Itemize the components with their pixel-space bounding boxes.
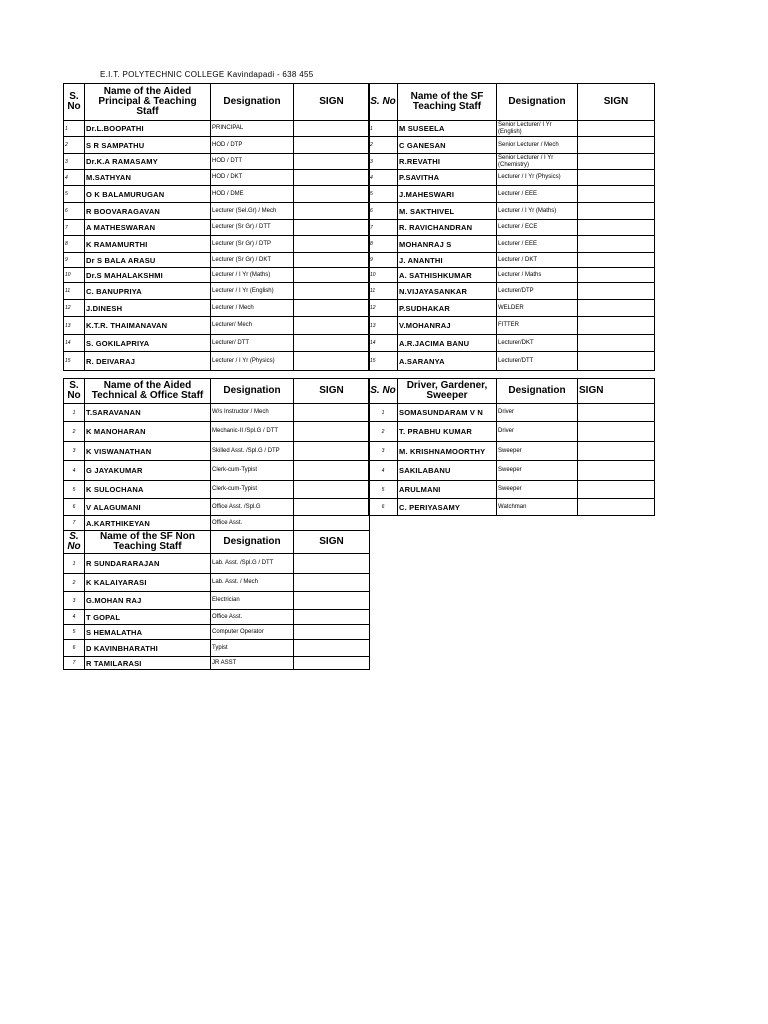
table-row — [64, 253, 370, 268]
row-number: 9 — [369, 253, 398, 268]
sign-cell[interactable] — [578, 422, 655, 442]
staff-designation: Office Asst. /Spl.G — [211, 499, 294, 516]
staff-name: P.SAVITHA — [398, 170, 497, 186]
sign-cell[interactable] — [578, 121, 655, 137]
staff-designation: Driver — [497, 404, 578, 422]
sign-cell[interactable] — [294, 283, 370, 300]
table-row — [64, 203, 370, 220]
row-number: 5 — [369, 186, 398, 203]
header-designation: Designation — [211, 531, 294, 554]
row-number: 2 — [64, 422, 85, 442]
table-row — [64, 154, 370, 170]
staff-name: D KAVINBHARATHI — [85, 640, 211, 657]
sf-non-teaching-table — [63, 530, 370, 670]
table-row — [64, 121, 370, 137]
staff-designation: Typist — [211, 640, 294, 657]
sign-cell[interactable] — [294, 461, 370, 481]
staff-name: J.MAHESWARI — [398, 186, 497, 203]
table-row — [369, 404, 655, 422]
row-number: 4 — [64, 170, 85, 186]
staff-name: K.T.R. THAIMANAVAN — [85, 317, 211, 335]
row-number: 8 — [369, 236, 398, 253]
sign-cell[interactable] — [578, 170, 655, 186]
header-designation: Designation — [497, 379, 578, 404]
sign-cell[interactable] — [294, 404, 370, 422]
staff-designation: Senior Lecturer / I Yr (Chemistry) — [497, 154, 578, 170]
table-row — [64, 283, 370, 300]
sign-cell[interactable] — [294, 592, 370, 610]
table-row — [369, 283, 655, 300]
table-row — [369, 220, 655, 236]
sign-cell[interactable] — [578, 499, 655, 516]
table-row — [369, 300, 655, 317]
sign-cell[interactable] — [294, 203, 370, 220]
staff-name: A. SATHISHKUMAR — [398, 268, 497, 283]
staff-name: V ALAGUMANI — [85, 499, 211, 516]
staff-name: N.VIJAYASANKAR — [398, 283, 497, 300]
sign-cell[interactable] — [294, 268, 370, 283]
sign-cell[interactable] — [294, 499, 370, 516]
table-row — [369, 335, 655, 352]
staff-name: R. DEIVARAJ — [85, 352, 211, 371]
staff-designation: HOD / DTP — [211, 137, 294, 154]
staff-designation: JR ASST — [211, 657, 294, 670]
row-number: 14 — [64, 335, 85, 352]
row-number: 4 — [64, 610, 85, 625]
staff-name: R BOOVARAGAVAN — [85, 203, 211, 220]
staff-designation: Skilled Asst. /Spl.G / DTP — [211, 442, 294, 461]
row-number: 6 — [369, 203, 398, 220]
header-sign: SIGN — [578, 84, 655, 121]
sign-cell[interactable] — [294, 137, 370, 154]
table-row — [369, 481, 655, 499]
row-number: 5 — [64, 625, 85, 640]
staff-name: M. SAKTHIVEL — [398, 203, 497, 220]
header-name: Name of the Aided Principal & Teaching Staff — [85, 84, 211, 121]
row-number: 5 — [64, 186, 85, 203]
sign-cell[interactable] — [578, 404, 655, 422]
staff-name: R.REVATHI — [398, 154, 497, 170]
row-number: 15 — [369, 352, 398, 371]
header-sno: S. No — [369, 84, 398, 121]
table-row — [64, 404, 370, 422]
staff-designation: FITTER — [497, 317, 578, 335]
sign-cell[interactable] — [578, 154, 655, 170]
header-designation: Designation — [497, 84, 578, 121]
staff-name: T.SARAVANAN — [85, 404, 211, 422]
staff-name: K MANOHARAN — [85, 422, 211, 442]
header-sno: S. No — [64, 531, 85, 554]
table-row — [64, 554, 370, 574]
row-number: 11 — [64, 283, 85, 300]
header-sign: SIGN — [294, 531, 370, 554]
sign-cell[interactable] — [578, 317, 655, 335]
staff-designation: Lecturer/ Mech — [211, 317, 294, 335]
sign-cell[interactable] — [294, 574, 370, 592]
table-row — [369, 170, 655, 186]
header-sign: SIGN — [294, 379, 370, 404]
staff-designation: Sweeper — [497, 461, 578, 481]
staff-name: V.MOHANRAJ — [398, 317, 497, 335]
header-designation: Designation — [211, 379, 294, 404]
header-designation: Designation — [211, 84, 294, 121]
sign-cell[interactable] — [578, 300, 655, 317]
sign-cell[interactable] — [578, 481, 655, 499]
row-number: 1 — [369, 404, 398, 422]
row-number: 6 — [64, 640, 85, 657]
staff-name: K VISWANATHAN — [85, 442, 211, 461]
header-sign: SIGN — [578, 379, 655, 404]
sign-cell[interactable] — [294, 317, 370, 335]
header-sno: S. No — [64, 379, 85, 404]
sign-cell[interactable] — [578, 335, 655, 352]
staff-designation: Lecturer / I Yr (Maths) — [211, 268, 294, 283]
staff-designation: Lecturer (Sel.Gr) / Mech — [211, 203, 294, 220]
staff-name: P.SUDHAKAR — [398, 300, 497, 317]
sign-cell[interactable] — [578, 236, 655, 253]
row-number: 7 — [64, 516, 85, 531]
staff-designation: HOD / DKT — [211, 170, 294, 186]
row-number: 2 — [64, 574, 85, 592]
table-row — [64, 442, 370, 461]
header-name: Name of the SF Teaching Staff — [398, 84, 497, 121]
staff-name: A.KARTHIKEYAN — [85, 516, 211, 531]
staff-name: R TAMILARASI — [85, 657, 211, 670]
sign-cell[interactable] — [294, 657, 370, 670]
header-name: Name of the SF Non Teaching Staff — [85, 531, 211, 554]
row-number: 2 — [64, 137, 85, 154]
staff-name: C GANESAN — [398, 137, 497, 154]
table-row — [64, 461, 370, 481]
staff-designation: PRINCIPAL — [211, 121, 294, 137]
row-number: 2 — [369, 137, 398, 154]
staff-name: G.MOHAN RAJ — [85, 592, 211, 610]
staff-name: S. GOKILAPRIYA — [85, 335, 211, 352]
staff-name: S HEMALATHA — [85, 625, 211, 640]
sign-cell[interactable] — [294, 300, 370, 317]
row-number: 5 — [369, 481, 398, 499]
row-number: 3 — [64, 592, 85, 610]
row-number: 10 — [64, 268, 85, 283]
staff-designation: W/s Instructor / Mech — [211, 404, 294, 422]
staff-name: A.SARANYA — [398, 352, 497, 371]
staff-name: K KALAIYARASI — [85, 574, 211, 592]
sign-cell[interactable] — [578, 186, 655, 203]
table-row — [369, 186, 655, 203]
staff-designation: Lecturer (Sr Gr) / DTP — [211, 236, 294, 253]
row-number: 6 — [64, 203, 85, 220]
table-row — [369, 352, 655, 371]
table-header-row — [64, 84, 370, 121]
staff-designation: Lab. Asst. /Spl.G / DTT — [211, 554, 294, 574]
staff-designation: Lecturer/DKT — [497, 335, 578, 352]
row-number: 5 — [64, 481, 85, 499]
table-header-row — [64, 531, 370, 554]
sign-cell[interactable] — [294, 610, 370, 625]
sign-cell[interactable] — [294, 442, 370, 461]
table-row — [369, 121, 655, 137]
table-row — [64, 300, 370, 317]
header-name: Name of the Aided Technical & Office Staff — [85, 379, 211, 404]
table-row — [369, 442, 655, 461]
row-number: 1 — [64, 121, 85, 137]
staff-designation: Office Asst. — [211, 516, 294, 531]
staff-designation: WELDER — [497, 300, 578, 317]
staff-name: M.SATHYAN — [85, 170, 211, 186]
staff-designation: Lecturer / I Yr (Physics) — [211, 352, 294, 371]
staff-name: MOHANRAJ S — [398, 236, 497, 253]
row-number: 3 — [369, 442, 398, 461]
table-header-row — [369, 84, 655, 121]
staff-designation: Lecturer (Sr Gr) / DTT — [211, 220, 294, 236]
staff-name: A MATHESWARAN — [85, 220, 211, 236]
staff-designation: Lecturer (Sr Gr) / DKT — [211, 253, 294, 268]
table-row — [64, 592, 370, 610]
staff-name: M. KRISHNAMOORTHY — [398, 442, 497, 461]
row-number: 2 — [369, 422, 398, 442]
sign-cell[interactable] — [294, 121, 370, 137]
row-number: 3 — [369, 154, 398, 170]
staff-name: C. PERIYASAMY — [398, 499, 497, 516]
row-number: 14 — [369, 335, 398, 352]
header-name: Driver, Gardener, Sweeper — [398, 379, 497, 404]
table-row — [64, 170, 370, 186]
table-row — [369, 154, 655, 170]
header-sno: S. No — [64, 84, 85, 121]
sf-teaching-table — [368, 83, 655, 371]
table-row — [369, 268, 655, 283]
sign-cell[interactable] — [578, 442, 655, 461]
staff-name: SOMASUNDARAM V N — [398, 404, 497, 422]
sign-cell[interactable] — [294, 253, 370, 268]
staff-designation: Computer Operator — [211, 625, 294, 640]
staff-designation: Lecturer / I Yr (English) — [211, 283, 294, 300]
staff-name: Dr S BALA ARASU — [85, 253, 211, 268]
table-row — [64, 317, 370, 335]
sign-cell[interactable] — [294, 352, 370, 371]
staff-name: K SULOCHANA — [85, 481, 211, 499]
table-row — [64, 220, 370, 236]
staff-name: Dr.K.A RAMASAMY — [85, 154, 211, 170]
staff-designation: Lecturer / EEE — [497, 236, 578, 253]
sign-cell[interactable] — [294, 335, 370, 352]
table-row — [64, 186, 370, 203]
staff-name: ARULMANI — [398, 481, 497, 499]
row-number: 8 — [64, 236, 85, 253]
table-row — [64, 137, 370, 154]
staff-name: M SUSEELA — [398, 121, 497, 137]
table-row — [64, 481, 370, 499]
sign-cell[interactable] — [294, 236, 370, 253]
table-row — [64, 516, 370, 531]
sign-cell[interactable] — [578, 203, 655, 220]
sign-cell[interactable] — [578, 220, 655, 236]
staff-designation: HOD / DME — [211, 186, 294, 203]
staff-designation: Lecturer / ECE — [497, 220, 578, 236]
row-number: 4 — [369, 170, 398, 186]
staff-designation: Lecturer/DTP — [497, 283, 578, 300]
staff-designation: Lecturer / I Yr (Maths) — [497, 203, 578, 220]
staff-designation: Lecturer / Mech — [211, 300, 294, 317]
staff-designation: Senior Lecturer / Mech — [497, 137, 578, 154]
row-number: 6 — [369, 499, 398, 516]
staff-designation: Lecturer/DTT — [497, 352, 578, 371]
sign-cell[interactable] — [294, 154, 370, 170]
document-title: E.I.T. POLYTECHNIC COLLEGE Kavindapadi - 638 455 — [100, 70, 314, 79]
staff-designation: Sweeper — [497, 442, 578, 461]
row-number: 7 — [64, 657, 85, 670]
sign-cell[interactable] — [578, 137, 655, 154]
staff-designation: Lab. Asst. / Mech — [211, 574, 294, 592]
staff-name: T. PRABHU KUMAR — [398, 422, 497, 442]
table-row — [369, 203, 655, 220]
staff-name: Dr.L.BOOPATHI — [85, 121, 211, 137]
table-row — [369, 422, 655, 442]
sign-cell[interactable] — [578, 352, 655, 371]
row-number: 4 — [64, 461, 85, 481]
staff-designation: Lecturer / EEE — [497, 186, 578, 203]
staff-name: SAKILABANU — [398, 461, 497, 481]
table-row — [369, 499, 655, 516]
table-row — [369, 317, 655, 335]
sign-cell[interactable] — [294, 516, 370, 531]
table-row — [64, 352, 370, 371]
row-number: 9 — [64, 253, 85, 268]
table-row — [64, 574, 370, 592]
staff-designation: HOD / DTT — [211, 154, 294, 170]
table-row — [64, 268, 370, 283]
table-row — [64, 610, 370, 625]
staff-designation: Sweeper — [497, 481, 578, 499]
row-number: 3 — [64, 442, 85, 461]
sign-cell[interactable] — [294, 554, 370, 574]
staff-name: S R SAMPATHU — [85, 137, 211, 154]
sign-cell[interactable] — [294, 625, 370, 640]
staff-designation: Senior Lecturer/ I Yr (English) — [497, 121, 578, 137]
table-row — [369, 461, 655, 481]
staff-designation: Office Asst. — [211, 610, 294, 625]
table-row — [64, 335, 370, 352]
row-number: 7 — [64, 220, 85, 236]
staff-designation: Clerk-cum-Typist — [211, 481, 294, 499]
staff-name: C. BANUPRIYA — [85, 283, 211, 300]
sign-cell[interactable] — [578, 268, 655, 283]
table-row — [64, 236, 370, 253]
row-number: 7 — [369, 220, 398, 236]
staff-name: R. RAVICHANDRAN — [398, 220, 497, 236]
staff-designation: Electrician — [211, 592, 294, 610]
table-row — [64, 640, 370, 657]
aided-teaching-table — [63, 83, 370, 371]
table-header-row — [64, 379, 370, 404]
staff-name: J.DINESH — [85, 300, 211, 317]
staff-designation: Driver — [497, 422, 578, 442]
staff-designation: Lecturer / I Yr (Physics) — [497, 170, 578, 186]
table-row — [369, 253, 655, 268]
sign-cell[interactable] — [294, 481, 370, 499]
header-sno: S. No — [369, 379, 398, 404]
sign-cell[interactable] — [294, 422, 370, 442]
staff-designation: Lecturer/ DTT — [211, 335, 294, 352]
header-sign: SIGN — [294, 84, 370, 121]
staff-name: G JAYAKUMAR — [85, 461, 211, 481]
table-row — [64, 422, 370, 442]
row-number: 4 — [369, 461, 398, 481]
staff-designation: Mechanic-II /Spl.G / DTT — [211, 422, 294, 442]
sign-cell[interactable] — [578, 283, 655, 300]
row-number: 1 — [369, 121, 398, 137]
staff-name: R SUNDARARAJAN — [85, 554, 211, 574]
sign-cell[interactable] — [578, 461, 655, 481]
table-row — [369, 236, 655, 253]
sign-cell[interactable] — [294, 186, 370, 203]
staff-name: O K BALAMURUGAN — [85, 186, 211, 203]
row-number: 10 — [369, 268, 398, 283]
staff-name: A.R.JACIMA BANU — [398, 335, 497, 352]
staff-designation: Watchman — [497, 499, 578, 516]
staff-designation: Clerk-cum-Typist — [211, 461, 294, 481]
staff-name: Dr.S MAHALAKSHMI — [85, 268, 211, 283]
table-row — [64, 625, 370, 640]
sign-cell[interactable] — [294, 170, 370, 186]
row-number: 6 — [64, 499, 85, 516]
row-number: 13 — [369, 317, 398, 335]
row-number: 3 — [64, 154, 85, 170]
row-number: 12 — [64, 300, 85, 317]
row-number: 15 — [64, 352, 85, 371]
staff-name: K RAMAMURTHI — [85, 236, 211, 253]
driver-staff-table — [368, 378, 655, 516]
staff-designation: Lecturer / DKT — [497, 253, 578, 268]
row-number: 13 — [64, 317, 85, 335]
row-number: 11 — [369, 283, 398, 300]
table-row — [369, 137, 655, 154]
sign-cell[interactable] — [294, 640, 370, 657]
row-number: 1 — [64, 554, 85, 574]
staff-designation: Lecturer / Maths — [497, 268, 578, 283]
sign-cell[interactable] — [294, 220, 370, 236]
table-row — [64, 657, 370, 670]
table-header-row — [369, 379, 655, 404]
row-number: 12 — [369, 300, 398, 317]
row-number: 1 — [64, 404, 85, 422]
staff-name: T GOPAL — [85, 610, 211, 625]
aided-technical-table — [63, 378, 370, 531]
staff-name: J. ANANTHI — [398, 253, 497, 268]
table-row — [64, 499, 370, 516]
sign-cell[interactable] — [578, 253, 655, 268]
